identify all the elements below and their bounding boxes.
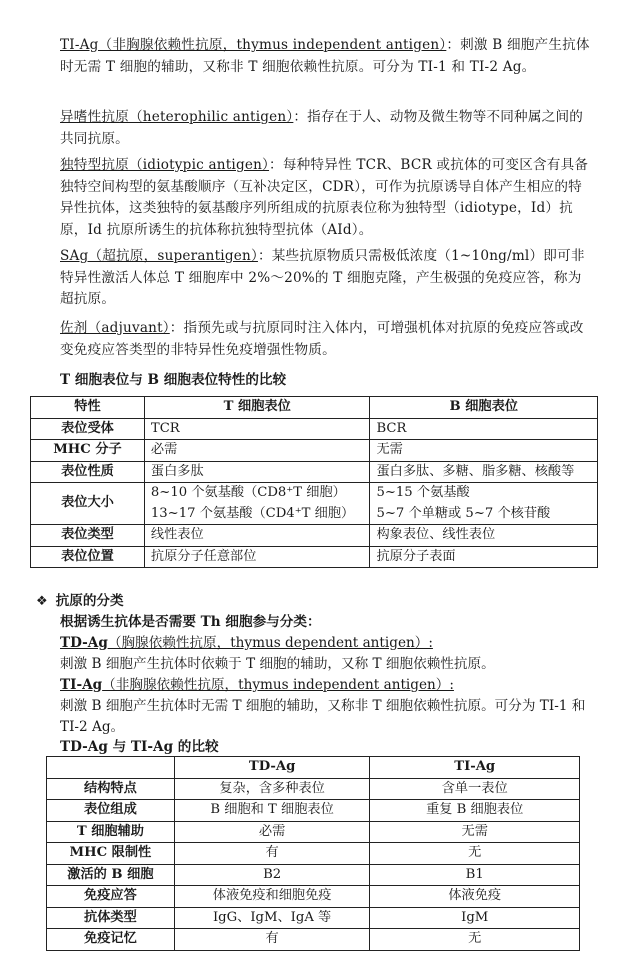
td-ag-definition [60,633,600,675]
definition-term: TI-Ag（非胸腺依赖性抗原，thymus independent antigen） [60,37,447,53]
row-label: 结构特点 [47,778,175,800]
definition-text: ：指预先或与抗原同时注入体内，可增强机体对抗原的免疫应答或改变免疫应答类型的非特异性免疫增强性物质。 [60,320,584,358]
table-row [47,821,580,843]
row-label: 免疫应答 [47,886,175,908]
row-label: 表位位置 [31,546,145,568]
ti-ag-paren: （非胸腺依赖性抗原，thymus independent antigen）: [102,677,454,693]
ti-ag-text: 刺激 B 细胞产生抗体时无需 T 细胞的辅助，又称非 T 细胞依赖性抗原。可分为 TI-1 和 TI-2 Ag。 [60,698,586,735]
table-cell: 复杂，含多种表位 [174,778,370,800]
table-header-row [47,757,580,779]
table-header-cell: TD-Ag [174,757,370,779]
table-cell: 重复 B 细胞表位 [370,800,580,822]
definition-text: ：刺激 B 细胞产生抗体时无需 T 细胞的辅助，又称非 T 细胞依赖性抗原。可分为 TI-1 和 TI-2 Ag。 [60,37,590,75]
table-cell: IgG、IgM、IgA 等 [174,907,370,929]
table-row [47,778,580,800]
table-header-cell [47,757,175,779]
table-cell: TCR [144,418,370,440]
row-label: 抗体类型 [47,907,175,929]
table-cell: B 细胞和 T 细胞表位 [174,800,370,822]
definition-term: SAg（超抗原，superantigen） [60,248,258,264]
definition-term: 异嗜性抗原（heterophilic antigen） [60,109,294,125]
epitope-comparison-table [30,396,598,568]
table-cell: 必需 [174,821,370,843]
table-cell: 5~15 个氨基酸 5~7 个单糖或 5~7 个核苷酸 [370,483,598,525]
table-cell: 含单一表位 [370,778,580,800]
definition-ti-ag [60,35,592,78]
table-cell: 抗原分子表面 [370,546,598,568]
table-row [47,800,580,822]
table-cell: 抗原分子任意部位 [144,546,370,568]
table-cell: 体液免疫 [370,886,580,908]
table1-title: T 细胞表位与 B 细胞表位特性的比较 [60,372,287,388]
section-title: 抗原的分类 [55,593,124,609]
td-ti-comparison-table [46,756,580,951]
table-cell: 必需 [144,440,370,462]
definition-heterophilic [60,107,592,150]
table-cell: 线性表位 [144,525,370,547]
table-row [47,843,580,865]
definition-term: 佐剂（adjuvant） [60,320,170,336]
table-cell: 有 [174,843,370,865]
table2-title: TD-Ag 与 TI-Ag 的比较 [60,739,219,755]
definition-text: ：指存在于人、动物及微生物等不同种属之间的共同抗原。 [60,109,584,147]
definition-text: ：每种特异性 TCR、BCR 或抗体的可变区含有具备独特空间构型的氨基酸顺序（互补决定区，CDR），可作为抗原诱导自体产生相应的特异性抗体，这类独特的氨基酸序列所组成的抗原表位称为独特型（idiotype，Id）抗原，Id 抗原所诱生的抗体称抗独特型抗体（AId）。 [60,157,589,238]
table-header-cell: T 细胞表位 [144,397,370,419]
row-label: T 细胞辅助 [47,821,175,843]
table-cell: 无需 [370,821,580,843]
table-cell: 有 [174,929,370,951]
td-ag-text: 刺激 B 细胞产生抗体时依赖于 T 细胞的辅助，又称 T 细胞依赖性抗原。 [60,656,495,672]
row-label: 表位类型 [31,525,145,547]
row-label: 表位组成 [47,800,175,822]
table-cell: BCR [370,418,598,440]
table-header-cell: 特性 [31,397,145,419]
table-row [31,546,598,568]
table-header-row [31,397,598,419]
ti-ag-term: TI-Ag [60,677,103,693]
table-cell: B1 [370,864,580,886]
definition-superantigen [60,246,592,311]
table-row [47,929,580,951]
table-cell: IgM [370,907,580,929]
definition-term: 独特型抗原（idiotypic antigen） [60,157,270,173]
table-row [31,440,598,462]
table-cell: 蛋白多肽、多糖、脂多糖、核酸等 [370,461,598,483]
table-header-cell: TI-Ag [370,757,580,779]
table-cell: B2 [174,864,370,886]
definition-idiotypic [60,155,592,241]
table-row [31,525,598,547]
ti-ag-definition [60,675,600,738]
table-row [47,907,580,929]
table-cell: 无 [370,929,580,951]
table-cell: 无需 [370,440,598,462]
row-label: 表位受体 [31,418,145,440]
row-label: 免疫记忆 [47,929,175,951]
table-row [31,418,598,440]
diamond-bullet-icon: ❖ [36,594,48,609]
row-label: 表位性质 [31,461,145,483]
definition-adjuvant [60,318,592,361]
row-label: MHC 限制性 [47,843,175,865]
table-cell: 无 [370,843,580,865]
table-header-cell: B 细胞表位 [370,397,598,419]
table-row [47,886,580,908]
table-row [31,483,598,525]
definition-text: ：某些抗原物质只需极低浓度（1~10ng/ml）即可非特异性激活人体总 T 细胞库中 2%～20%的 T 细胞克隆，产生极强的免疫应答，称为超抗原。 [60,248,585,307]
row-label: MHC 分子 [31,440,145,462]
td-ag-term: TD-Ag [60,635,108,651]
section-heading [36,591,124,612]
section-subtitle: 根据诱生抗体是否需要 Th 细胞参与分类： [60,614,321,630]
td-ag-paren: （胸腺依赖性抗原，thymus dependent antigen）: [107,635,433,651]
table-cell: 构象表位、线性表位 [370,525,598,547]
table-cell: 8~10 个氨基酸（CD8⁺T 细胞） 13~17 个氨基酸（CD4⁺T 细胞） [144,483,370,525]
row-label: 表位大小 [31,483,145,525]
row-label: 激活的 B 细胞 [47,864,175,886]
table-row [47,864,580,886]
table-cell: 体液免疫和细胞免疫 [174,886,370,908]
table-row [31,461,598,483]
table-cell: 蛋白多肽 [144,461,370,483]
